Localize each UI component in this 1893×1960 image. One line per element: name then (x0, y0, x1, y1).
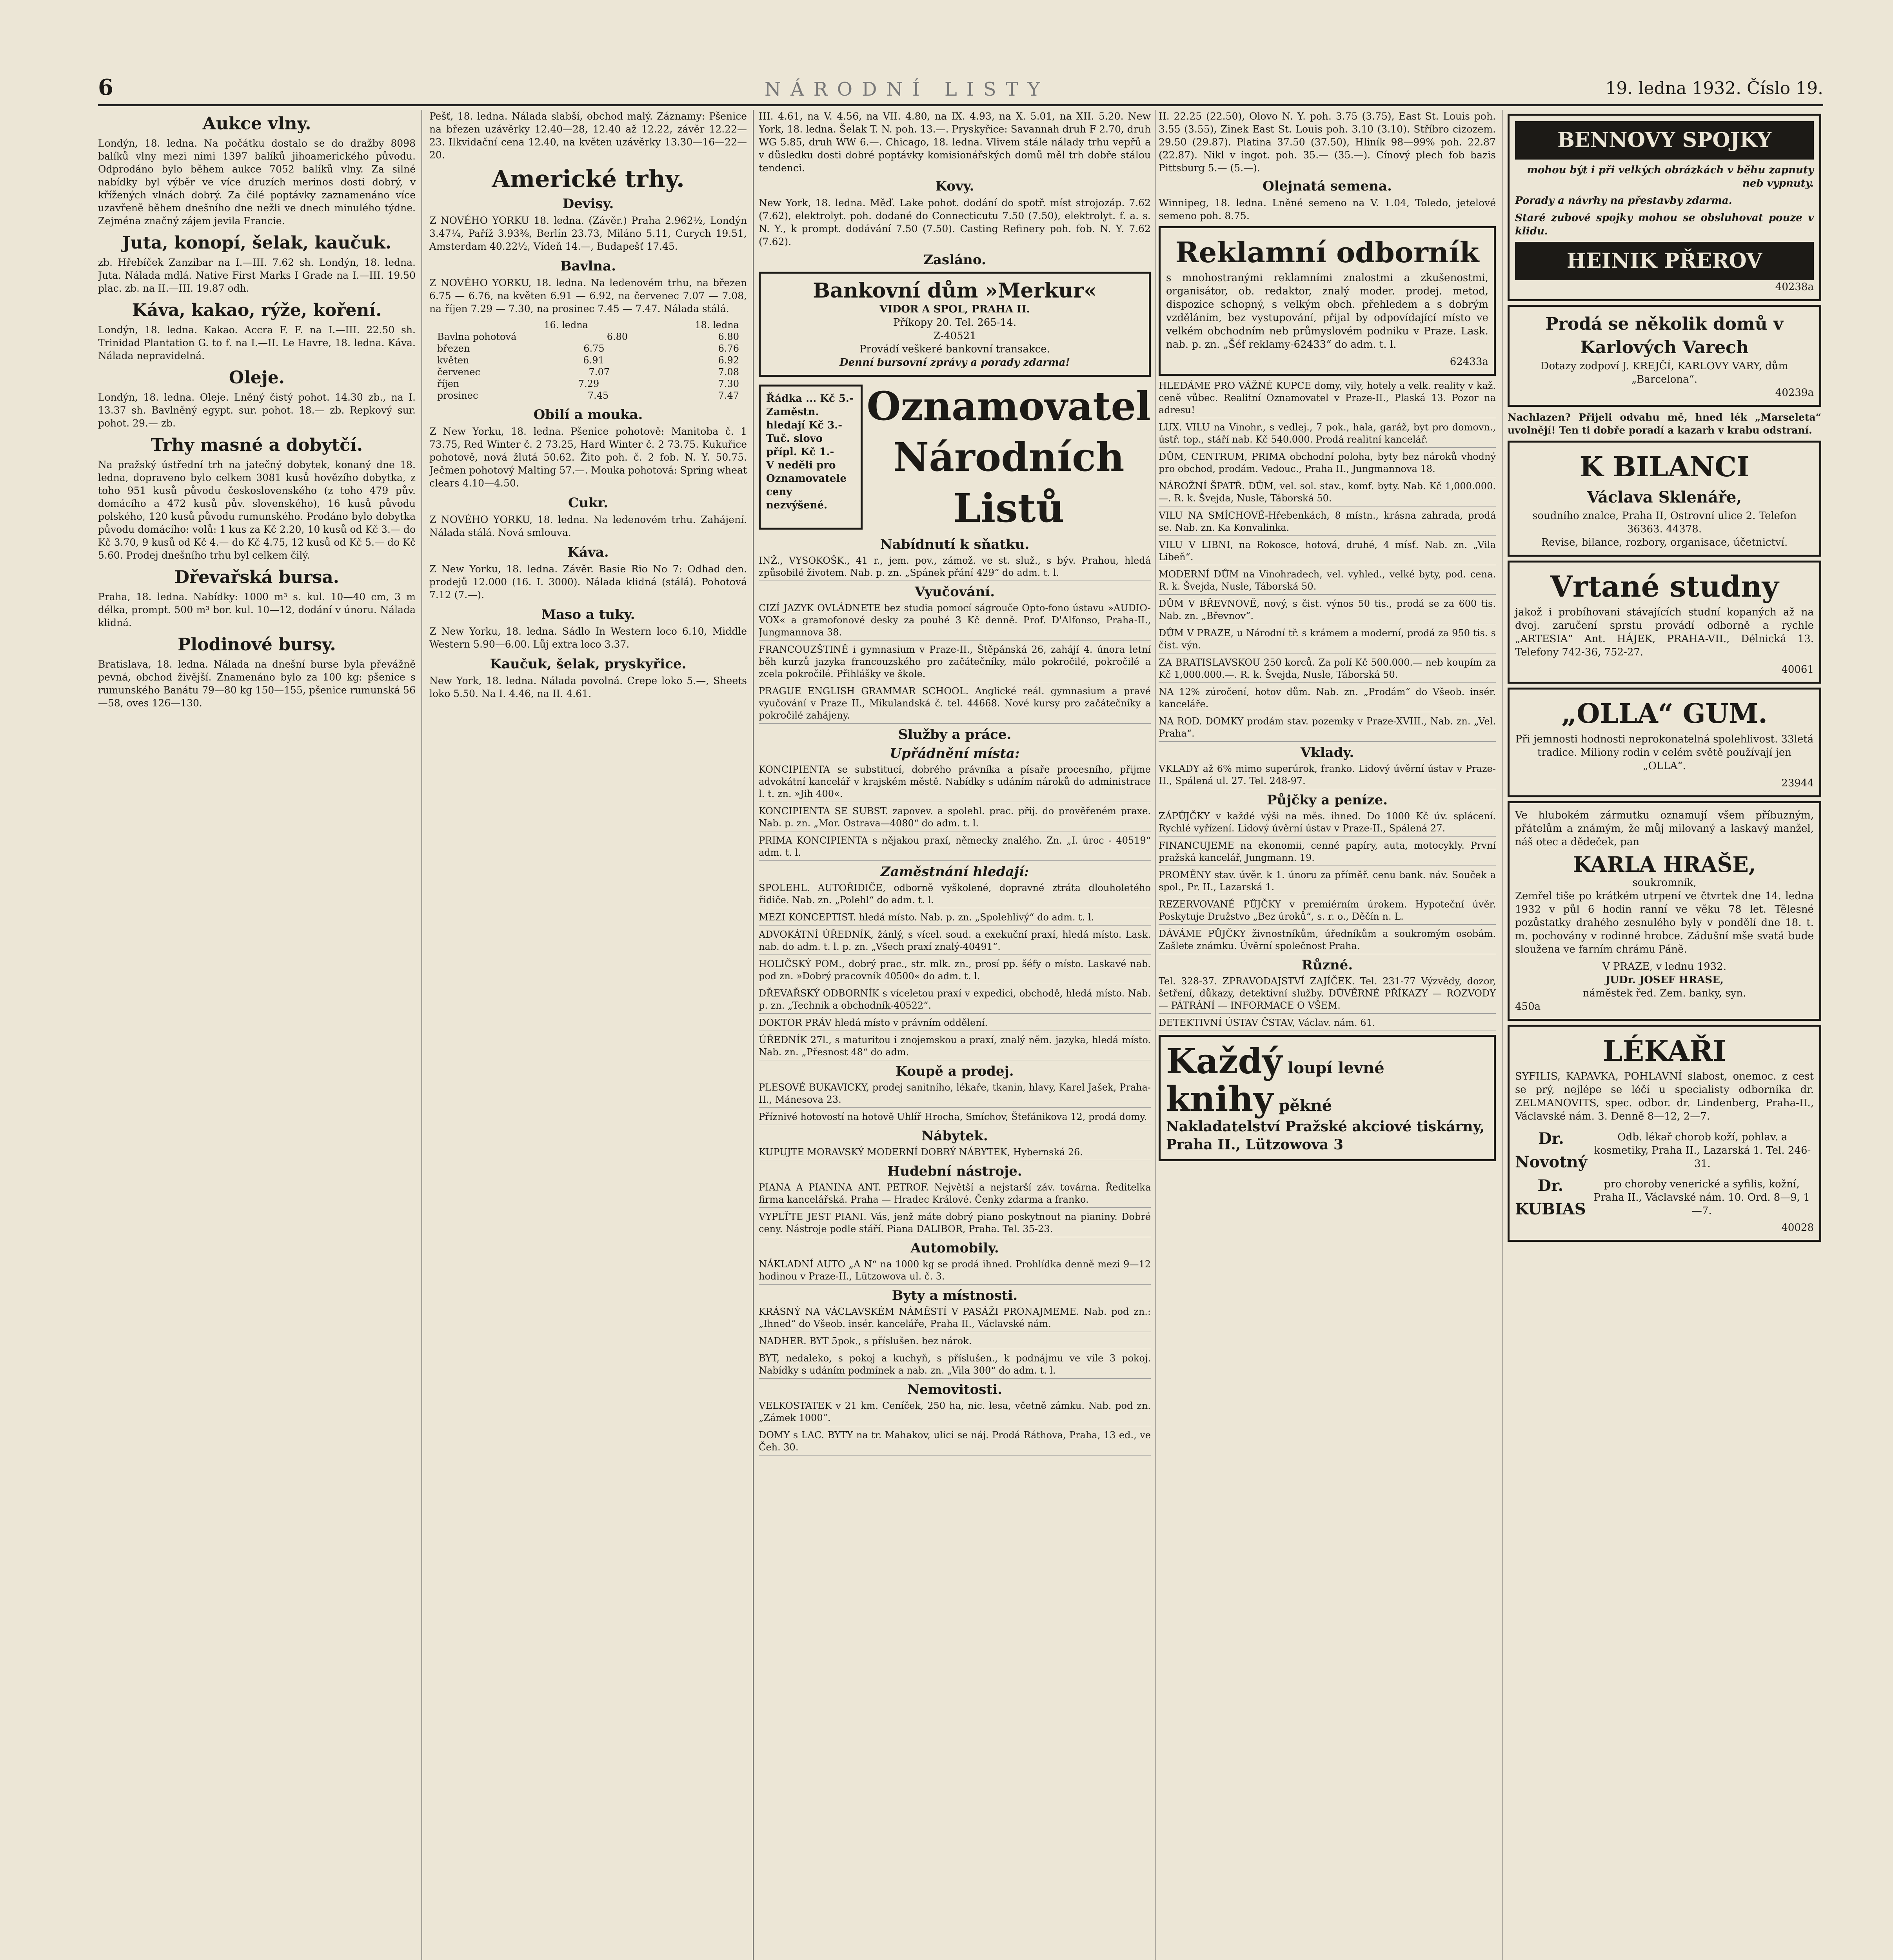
article-coffee-us (429, 544, 747, 601)
article-heading: Aukce vlny. (202, 114, 311, 134)
table-row: prosinec 7.45 7.47 (437, 390, 739, 401)
reklamni-body: s mnohostranými reklamními znalostmi a zkušenostmi, organisátor, ob. redaktor, znalý moder. prodej. metod, dispozice schopný, s velkým obch. přehledem a s dobrým vzděláním, bez vystupování, přijal by odpovídající místo ve velkém obchodním neb průmyslovém podniku v Praze. Lask. nab. p. zn. „Šéf reklamy-62433“ do adm. t. l. (1166, 272, 1488, 350)
article-body: Praha, 18. ledna. Nabídky: 1000 m³ s. kul. 10—40 cm, 3 m délka, prompt. 500 m³ bor. kul. 10—12, dodání v únoru. Nálada klidná. (98, 591, 416, 628)
bilanci-ad: K BILANCI Václava Sklenáře, soudního znalce, Praha II, Ostrovní ulice 2. Telefon 36363. 44378. Revise, bilance, rozbory, organisace, účetnictví. (1508, 441, 1821, 557)
article-heading: Dřevařská bursa. (174, 567, 340, 587)
karlovy-ad: Prodá se několik domů v Karlových Varech Dotazy zodpoví J. KREJČÍ, KARLOVY VARY, dům „Barcelona“. 40239a (1508, 305, 1821, 407)
article-body: Winnipeg, 18. ledna. Lněné semeno na V. 1.04, Toledo, jetelové semeno poh. 8.75. (1159, 197, 1496, 221)
classified-item: FRANCOUZŠTINĚ i gymnasium v Praze-II., Štěpánská 26, zahájí 4. února letní běh kurzů jazyka francouzského pro začátečníky, málo pokročilé, pokročilé a zcela pokročilé. Přihlášky ve škole. (759, 644, 1151, 682)
classified-category: Nabídnutí k sňatku. (880, 537, 1030, 552)
article-wood (98, 567, 416, 629)
classified-category: Byty a místnosti. (892, 1288, 1018, 1303)
marseleta-note: Nachlazen? Přijeli odvahu mě, hned lék „Marseleta“ uvolnějí! Ten ti dobře poradí a kazarh v krabu odstraní. (1508, 412, 1821, 436)
reklamni-code: 62433a (1450, 356, 1488, 368)
studny-ad: Vrtané studny jakož i probíhovani stávajících studní kopaných až na dvoj. zaručení sprstu provádí odborně a rychle „ARTESIA“ Ant. HÁJEK, PRAHA-VII., Délnická 13. Telefony 742-36, 752-27. 40061 (1508, 561, 1821, 684)
article-body: Z New Yorku, 18. ledna. Sádlo In Western loco 6.10, Middle Western 5.90—6.00. Lůj extra loco 3.37. (429, 626, 747, 650)
classified-item: ADVOKÁTNÍ ÚŘEDNÍK, žánlý, s vícel. soud. a exekuční praxí, hledá místo. Lask. nab. do adm. t. l. p. zn. „Všech praxí znalý-40491“. (759, 929, 1151, 955)
merkur-sub: VIDOR A SPOL, PRAHA II. (879, 303, 1030, 315)
benn-ad: BENNOVY SPOJKY mohou být i při velkých obrázkách v běhu zapnuty neb vypnuty. Porady a návrhy na přestavby zdarma. Staré zubové spojky mohou se obsluhovat pouze v klidu. HEINIK PŘEROV 40238a (1508, 114, 1821, 301)
classified-category: Hudební nástroje. (887, 1163, 1022, 1179)
page-number: 6 (98, 74, 113, 100)
classified-item: HLEDÁME PRO VÁŽNÉ KUPCE domy, vily, hotely a velk. reality v kaž. ceně vůbec. Realitní Oznamovatel v Praze-II., Plaská 13. Pozor na adresu! (1159, 380, 1496, 418)
classified-category: Vklady. (1300, 745, 1354, 760)
classified-item: REZERVOVANÉ PŮJČKY v premiérním úrokem. Hypoteční úvěr. Poskytuje Družstvo „Bez úroků“, s. r. o., Děčín n. L. (1159, 898, 1496, 925)
article-body: Z New Yorku, 18. ledna. Pšenice pohotově: Manitoba č. 1 73.75, Red Winter č. 2 73.25, Hard Winter č. 2 73.75. Kukuřice pohotově, nová žlutá 50.62. Žito poh. č. 2 fob. N. Y. 50.75. Ječmen pohotový Malting 57.—. Mouka pohotová: Spring wheat clears 4.10—4.50. (429, 426, 747, 489)
article-body: Z NOVÉHO YORKU, 18. ledna. Na ledenovém trhu. Zahájení. Nálada stálá. Nová smlouva. (429, 514, 747, 538)
price-table (437, 319, 739, 401)
article-body: Z New Yorku, 18. ledna. Závěr. Basie Rio No 7: Odhad den. prodejů 12.000 (16. I. 3000). Nálada klidná (stálá). Pohotová 7.12 (7.—). (429, 563, 747, 601)
merkur-slogan: Denní bursovní zprávy a porady zdarma! (839, 357, 1070, 368)
classified-item: PROMĚNY stav. úvěr. k 1. únoru za příměř. cenu bank. náv. Souček a spol., Pr. II., Lazarská 1. (1159, 869, 1496, 895)
article-oils (98, 368, 416, 430)
classified-item: LUX. VILU na Vinohr., s vedlej., 7 pok., hala, garáž, byt pro domovn., ústř. top., stáří nab. Kč 540.000. Prodá realitní kancelář. (1159, 421, 1496, 448)
classified-item: NÁKLADNÍ AUTO „A N“ na 1000 kg se prodá ihned. Prohlídka denně mezi 9—12 hodinou v Praze-II., Lützowova ul. č. 3. (759, 1258, 1151, 1285)
article-body: III. 4.61, na V. 4.56, na VII. 4.80, na IX. 4.93, na X. 5.01, na XII. 5.20. New York, 18. ledna. Šelak T. N. poh. 13.—. Pryskyřice: Savannah druh F 2.70, druh WG 5.85, druh WW 6.—. Chicago, 18. ledna. Vlivem stále nálady trhu vepřů a v důsledku dosti dobré poptávky komisionářských domů měl trh dobře stálou tendenci. (759, 111, 1151, 174)
merkur-address: Příkopy 20. Tel. 265-14. (893, 317, 1017, 328)
article-heading: Oleje. (229, 368, 285, 388)
article-heading: Obilí a mouka. (533, 407, 643, 423)
masthead-title: NÁRODNÍ LISTY (765, 78, 1050, 100)
article-body: Londýn, 18. ledna. Kakao. Accra F. F. na I.—III. 22.50 sh. Trinidad Plantation G. to f. na I.—II. Le Havre, 18. ledna. Káva. Nálada nepravidelná. (98, 324, 416, 361)
classified-item: PRIMA KONCIPIENTA s nějakou praxí, německy znalého. Zn. „I. úroc - 40519“ adm. t. l. (759, 835, 1151, 861)
article-heading: Trhy masné a dobytčí. (151, 435, 363, 455)
classified-item: KONCIPIENTA SE SUBST. zapovev. a spolehl. prac. přij. do prověřeném praxe. Nab. p. zn. „Mor. Ostrava—4080“ do adm. t. l. (759, 805, 1151, 831)
article-jute (98, 233, 416, 295)
classified-item: SPOLEHL. AUTOŘIDIČE, odborně vyškolené, dopravné ztráta dlouholetého řidiče. Nab. zn. „Polehl“ do adm. t. l. (759, 882, 1151, 908)
classified-item: INŽ., VYSOKOŠK., 41 r., jem. pov., zámož. ve st. služ., s býv. Prahou, hledá způsobilé životem. Nab. p. zn. „Spánek přání 429“ do adm. t. l. (759, 555, 1151, 581)
classified-item: ÚŘEDNÍK 27l., s maturitou i znojemskou a praxí, znalý něm. jazyka, hledá místo. Nab. zn. „Přesnost 48“ do adm. (759, 1034, 1151, 1060)
article-heading: Káva. (567, 544, 609, 560)
article-heading: Bavlna. (560, 258, 616, 274)
reklamni-title: Reklamní odborník (1175, 236, 1479, 269)
column-classifieds-2 (1159, 110, 1496, 1960)
table-row: červenec 7.07 7.08 (437, 367, 739, 377)
table-row: květen 6.91 6.92 (437, 355, 739, 366)
classified-item: BYT, nedaleko, s pokoj a kuchyň, s příslušen., k podnájmu ve vile 3 pokoj. Nabídky s udáním podmínek a nab. zn. „Vila 300“ do adm. t. l. (759, 1352, 1151, 1379)
article-sugar (429, 495, 747, 539)
article-devisy (429, 196, 747, 253)
classified-item: KONCIPIENTA se substitucí, dobrého právníka a písaře procesního, přijme advokátní kancelář v krajském městě. Nabídky s udáním nároků do administrace l. t. zn. »Jih 400«. (759, 764, 1151, 802)
article-heading: Devisy. (562, 196, 614, 212)
merkur-ad (759, 272, 1151, 377)
classified-item: VELKOSTATEK v 21 km. Ceníček, 250 ha, nic. lesa, včetně zámku. Nab. pod zn. „Zámek 1000“. (759, 1400, 1151, 1426)
article-body: II. 22.25 (22.50), Olovo N. Y. poh. 3.75 (3.75), East St. Louis poh. 3.55 (3.55), Zinek East St. Louis poh. 3.10 (3.10). Stříbro cizozem. 29.50 (29.87). Platina 37.50 (37.50), Hliník 98—99% poh. 22.87 (22.87). Nikl v ingot. poh. 35.— (35.—). Cínový plech fob bazis Pittsburg 5.— (5.—). (1159, 111, 1496, 174)
classified-item: KUPUJTE MORAVSKÝ MODERNÍ DOBRÝ NÁBYTEK, Hybernská 26. (759, 1146, 1151, 1160)
classified-category: Služby a práce. (898, 727, 1012, 742)
table-header: 16. ledna 18. ledna (544, 319, 739, 330)
classified-category: Nábytek. (921, 1128, 988, 1144)
classified-category: Půjčky a peníze. (1266, 792, 1388, 808)
column-divider (753, 110, 754, 1960)
lekari-ad: LÉKAŘI SYFILIS, KAPAVKA, POHLAVNÍ slabost, onemoc. z cest se prý, nejlépe se léčí u specialisty odborníka dr. ZELMANOVITS, spec. odbor. dr. Lindenberg, Praha-II., Václavské nám. 3. Denně 8—12, 2—7. Dr. Novotný Odb. lékař chorob koží, pohlav. a kosmetiky, Praha II., Lazarská 1. Tel. 246-31. Dr. KUBIAS pro choroby venerické a syfilis, kožní, Praha II., Václavské nám. 10. Ord. 8—9, 1—7. 40028 (1508, 1025, 1821, 1242)
classified-item: DÁVÁME PŮJČKY živnostníkům, úředníkům a soukromým osobám. Zašlete známku. Úvěrní společnost Praha. (1159, 928, 1496, 954)
article-coffee (98, 300, 416, 362)
section-heading: Americké trhy. (492, 165, 685, 193)
issue-date: 19. ledna 1932. Číslo 19. (1605, 78, 1823, 98)
section-label: Zasláno. (923, 252, 986, 268)
table-row: březen 6.75 6.76 (437, 343, 739, 354)
column-markets-1 (98, 110, 416, 1960)
page-header (98, 74, 1823, 102)
oznamovatel-title: Oznamovatel Národních Listů (867, 383, 1151, 531)
classified-category: Automobily. (910, 1240, 999, 1256)
classified-item: NÁROŽNÍ ŠPATŘ. DŮM, vel. sol. stav., komf. byty. Nab. Kč 1,000.000.—. R. k. Švejda, Nusle, Táborská 50. (1159, 480, 1496, 506)
classified-item: MODERNÍ DŮM na Vinohradech, vel. vyhled., velké byty, pod. cena. R. k. Švejda, Nusle, Táborská 50. (1159, 568, 1496, 595)
article-heading: Káva, kakao, rýže, koření. (132, 300, 382, 320)
classified-item: VILU V LIBNI, na Rokosce, hotová, druhé, 4 mísť. Nab. zn. „Vila Libeň“. (1159, 539, 1496, 565)
table-row: Bavlna pohotová 6.80 6.80 (437, 331, 739, 342)
article-grain-us (429, 407, 747, 490)
oznamovatel-block (759, 381, 1151, 534)
classified-category: Různé. (1301, 957, 1353, 973)
classified-item: DOKTOR PRÁV hledá místo v právním oddělení. (759, 1017, 1151, 1031)
classifieds-list (1159, 380, 1496, 1031)
classified-category: Vyučování. (914, 584, 995, 600)
classified-item: DŮM V BŘEVNOVĚ, nový, s čist. výnos 50 tis., prodá se za 600 tis. Nab. zn. „Břevnov“. (1159, 598, 1496, 624)
article-wool (98, 114, 416, 227)
column-markets-2 (429, 110, 747, 1960)
classified-item: ZA BRATISLAVSKOU 250 korců. Za polí Kč 500.000.— neb koupím za Kč 1,000.000.—. R. k. Švejda, Nusle, Táborská 50. (1159, 657, 1496, 683)
classified-item: VKLADY až 6% mimo superúrok, franko. Lidový úvěrní ústav v Praze-II., Spálená ul. 27. Tel. 248-97. (1159, 763, 1496, 789)
article-body: Londýn, 18. ledna. Oleje. Lněný čistý pohot. 14.30 zb., na I. 13.37 sh. Bavlněný egypt. sur. pohot. 18.— zb. Repkový sur. pohot. 29.— zb. (98, 392, 416, 429)
classified-item: VYPLŤTE JEST PIANI. Vás, jenž máte dobrý piano poskytnout na pianiny. Dobré ceny. Nástroje podle stáří. Piana DALIBOR, Praha. Tel. 35-23. (759, 1211, 1151, 1237)
article-body: New York, 18. ledna. Nálada povolná. Crepe loko 5.—, Sheets loko 5.50. Na I. 4.46, na II. 4.61. (429, 675, 747, 699)
classified-item: NA 12% zúročení, hotov dům. Nab. zn. „Prodám“ do Všeob. insér. kanceláře. (1159, 686, 1496, 712)
column-classifieds-1 (759, 110, 1151, 1960)
column-divider (421, 110, 422, 1960)
column-ads (1508, 110, 1821, 1960)
classified-item: DŮM, CENTRUM, PRIMA obchodní poloha, byty bez nároků vhodný pro obchod, prodám. Vedouc., Praha II., Jungmannova 18. (1159, 451, 1496, 477)
obituary: Ve hlubokém zármutku oznamují všem příbuzným, přátelům a známým, že můj milovaný a laskavý manžel, náš otec a dědeček, pan KARLA HRAŠE, soukromník, Zemřel tiše po krátkém utrpení ve čtvrtek dne 14. ledna 1932 v půl 6 hodin ranní ve věku 78 let. Tělesné pozůstatky drahého zesnulého byly v pondělí dne 18. t. m. pochovány v rodinné hrobce. Zádušní mše svatá bude sloužena ve farním chrámu Páně. V PRAZE, v lednu 1932. JUDr. JOSEF HRASE, náměstek řed. Zem. banky, syn. 450a (1508, 801, 1821, 1021)
classified-item: NADHER. BYT 5pok., s příslušen. bez nárok. (759, 1335, 1151, 1349)
classified-item: DŘEVAŘSKÝ ODBORNÍK s víceletou praxí v expedici, obchodě, hledá místo. Nab. p. zn. „Technik a obchodník-40522“. (759, 987, 1151, 1014)
article-heading: Kaučuk, šelak, pryskyřice. (490, 656, 687, 672)
header-rule (98, 104, 1823, 106)
benn-firm: HEINIK PŘEROV (1566, 249, 1762, 273)
article-body: Z NOVÉHO YORKU, 18. ledna. Na ledenovém trhu, na březen 6.75 — 6.76, na květen 6.91 — 6.92, na červenec 7.07 — 7.08, na říjen 7.29 — 7.30, na prosinec 7.45 — 7.47. Nálada stálá. (429, 277, 747, 314)
article-heading: Plodinové bursy. (178, 635, 336, 655)
classified-item: PLESOVÉ BUKAVICKY, prodej sanitního, lékaře, tkanin, hlavy, Karel Jašek, Praha-II., Mánesova 23. (759, 1082, 1151, 1108)
article-heading: Kovy. (935, 178, 974, 194)
merkur-line: Provádí veškeré bankovní transakce. (859, 343, 1050, 355)
rate-box: Řádka ... Kč 5.- Zaměstn. hledají Kč 3.- Tuč. slovo přípl. Kč 1.- V neděli pro Oznamovatele ceny nezvýšené. (759, 385, 863, 530)
classified-category: Zaměstnání hledají: (880, 864, 1029, 880)
classified-item: DETEKTIVNÍ ÚSTAV ČSTAV, Václav. nám. 61. (1159, 1017, 1496, 1031)
benn-title: BENNOVY SPOJKY (1557, 128, 1772, 152)
classified-item: DŮM V PRAZE, u Národní tř. s krámem a moderní, prodá za 950 tis. s čist. výn. (1159, 627, 1496, 653)
article-body: zb. Hřebíček Zanzibar na I.—III. 7.62 sh. Londýn, 18. ledna. Juta. Nálada mdlá. Native First Marks I Grade na I.—III. 19.50 plac. zb. na II.—III. 19.87 odh. (98, 257, 416, 294)
merkur-title: Bankovní dům »Merkur« (813, 279, 1097, 303)
classified-item: MEZI KONCEPTIST. hledá místo. Nab. p. zn. „Spolehlivý“ do adm. t. l. (759, 911, 1151, 926)
article-cotton (429, 258, 747, 401)
article-meat (429, 607, 747, 651)
article-body: Londýn, 18. ledna. Na počátku dostalo se do dražby 8098 balíků vlny mezi nimi 1397 balíků jihoamerického původu. Odprodáno bylo během aukce 7052 balíků vlny. Za silné nabídky byl výběr ve více druzích merinos dosti dobrý, v křížených vlnách dobrý. Za čilé poptávky zaznamenáno více uzavřeně během dnešního dne nežli ve dnech minulého týdne. Zejména značný zájem jevila Francie. (98, 138, 416, 227)
classifieds-list (759, 537, 1151, 1455)
article-heading: Cukr. (568, 495, 608, 511)
article-rubber (429, 656, 747, 700)
article-body: Z NOVÉHO YORKU 18. ledna. (Závěr.) Praha 2.962½, Londýn 3.47¼, Paříž 3.93⅜, Berlín 23.73, Miláno 5.11, Curych 19.51, Amsterdam 40.22½, Vídeň 14.—, Budapešť 17.45. (429, 215, 747, 252)
merkur-code: Z-40521 (933, 330, 976, 342)
article-body: Bratislava, 18. ledna. Nálada na dnešní burse byla převážně pevná, obchod živější. Znamenáno bylo za 100 kg: pšenice s rumunského Banátu 79—80 kg 150—155, pšenice rumunská 56—58, oves 126—130. (98, 659, 416, 709)
classified-item: KRÁSNÝ NA VÁCLAVSKÉM NÁMĚSTÍ V PASÁŽI PRONAJMEME. Nab. pod zn.: „Ihned“ do Všeob. insér. kanceláře, Praha II., Václavské nám. (759, 1306, 1151, 1332)
classified-category: Koupě a prodej. (896, 1063, 1014, 1079)
classified-item: DOMY s LAC. BYTY na tr. Mahakov, ulici se náj. Prodá Ráthova, Praha, 13 ed., ve Čeh. 30. (759, 1429, 1151, 1455)
table-row: říjen 7.29 7.30 (437, 378, 739, 389)
classified-item: PRAGUE ENGLISH GRAMMAR SCHOOL. Anglické reál. gymnasium a pravé vyučování v Praze II., Mikulandská č. tel. 44668. Nové kursy pro začátečníky a pokročilé zahájeny. (759, 685, 1151, 724)
article-heading: Juta, konopí, šelak, kaučuk. (122, 233, 392, 253)
article-heading: Maso a tuky. (541, 607, 635, 622)
classified-category: Upřádnění místa: (890, 746, 1020, 761)
classified-item: FINANCUJEME na ekonomii, cenné papíry, auta, motocykly. První pražská kancelář, Jungmann. 19. (1159, 840, 1496, 866)
article-cattle (98, 435, 416, 562)
article-body: New York, 18. ledna. Měď. Lake pohot. dodání do spotř. míst strojozáp. 7.62 (7.62), elektrolyt. poh. dodané do Connecticutu 7.50 (7.50), elektrolyt. f. a. s. N. Y., k prompt. dodávání 7.50 (7.50). Casting Refinery poh. fob. N. Y. 7.62 (7.62). (759, 197, 1151, 247)
classified-item: Tel. 328-37. ZPRAVODAJSTVÍ ZAJÍČEK. Tel. 231-77 Výzvědy, dozor, šetření, důkazy, detektivní služby. DŮVĚRNÉ PŘÍKAZY — ROZVODY — PÁTRÁNÍ — INFORMACE O VŠEM. (1159, 975, 1496, 1014)
classified-item: PIANA A PIANINA ANT. PETROF. Největší a nejstarší záv. továrna. Ředitelka firma kancelářská. Praha — Hradec Králové. Čenky zdarma a franko. (759, 1181, 1151, 1208)
kazdy-ad: Každý loupí levné knihy pěkné Nakladatelství Pražské akciové tiskárny, Praha II., Lützowova 3 (1159, 1035, 1496, 1161)
classified-item: NA ROD. DOMKY prodám stav. pozemky v Praze-XVIII., Nab. zn. „Vel. Praha“. (1159, 715, 1496, 742)
article-grain (98, 635, 416, 710)
article-body: Pešť, 18. ledna. Nálada slabší, obchod malý. Záznamy: Pšenice na březen uzávěrky 12.40—28, 12.40 až 12.22, závěr 12.22—23. Ilkvidační cena 12.40, na květen uzávěrky 13.30—16—22—20. (429, 111, 747, 161)
article-heading: Olejnatá semena. (1263, 178, 1392, 194)
article-body: Na pražský ústřední trh na jatečný dobytek, konaný dne 18. ledna, dopraveno bylo celkem 3081 kusů hovězího dobytka, z toho 951 kusů původu československého (z toho 479 pův. domácího a 472 kusů pův. slovenského), 16 kusů původu polského, 120 kusů původu rumunského. Prodáno bylo dobytka původu domácího: volů: 1 kus za Kč 2.20, 10 kusů od Kč 3.— do Kč 3.70, 9 kusů od Kč 4.— do Kč 4.75, 12 kusů od Kč 5.— do Kč 5.60. Prodej dnešního trhu byl celkem čilý. (98, 459, 416, 561)
classified-item: VILU NA SMÍCHOVĚ-Hřebenkách, 8 místn., krásna zahrada, prodá se. Nab. zn. Ka Konvalinka. (1159, 510, 1496, 536)
classified-item: CIZÍ JAZYK OVLÁDNETE bez studia pomocí ságrouče Opto-fono ústavu »AUDIO-VOX« a gramofonové desky za pouhé 3 Kč denně. Prof. D'Alfonso, Praha-II., Jungmannova 38. (759, 602, 1151, 641)
reklamni-ad (1159, 226, 1496, 376)
classified-category: Nemovitosti. (907, 1382, 1003, 1397)
olla-ad: „OLLA“ GUM. Při jemnosti hodnosti neprokonatelná spolehlivost. 33letá tradice. Miliony rodin v celém světě používají jen „OLLA“. 23944 (1508, 688, 1821, 797)
classified-item: Příznivé hotovostí na hotově Uhlíř Hrocha, Smíchov, Štefánikova 12, prodá domy. (759, 1111, 1151, 1125)
classified-item: ZÁPŮJČKY v každé výši na měs. ihned. Do 1000 Kč úv. splácení. Rychlé vyřízení. Lidový úvěrní ústav v Praze-II., Spálená 27. (1159, 810, 1496, 837)
classified-item: HOLIČSKÝ POM., dobrý prac., str. mlk. zn., prosí pp. šéfy o místo. Laskavé nab. pod zn. »Dobrý pracovník 40500« do adm. t. l. (759, 958, 1151, 984)
